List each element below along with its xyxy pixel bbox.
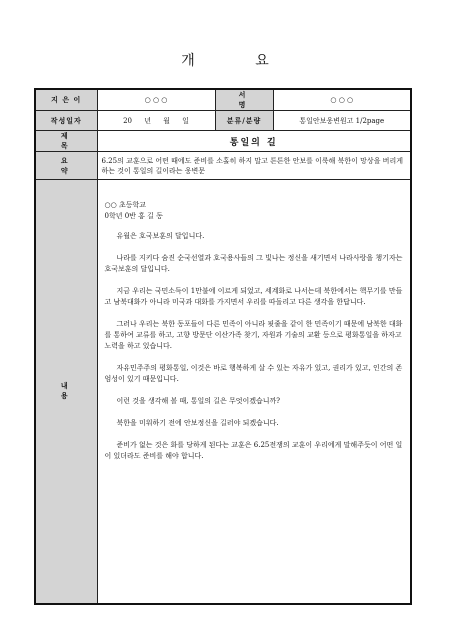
book-name-value: ○ ○ ○ — [273, 89, 411, 111]
paragraph: 지금 우리는 국민소득이 1만불에 이르게 되었고, 세계화로 나서는데 북한에서는 핵무기를 만들고 남북대화가 아니라 미국과 대화를 가지면서 우리를 따돌리고 다른 생각을 한답니다. — [104, 287, 403, 306]
paragraph: 유월은 호국보훈의 달입니다. — [116, 232, 205, 240]
subject-label: 제 목 — [35, 131, 97, 152]
paragraph: 그러나 우리는 북한 동포들이 다른 민족이 아니라 핏줄을 같이 한 민족이기 때문에 남북한 대화를 통하여 교류를 하고, 고향 방문단 이산가족 찾기, 자원과 기술의 교환 등으로 평화통일을 하자고 노력을 하고 있습니다. — [104, 320, 403, 350]
date-value: 20 년 월 일 — [97, 111, 215, 131]
row-date — [35, 111, 411, 131]
document-title: 개 요 — [181, 53, 297, 69]
category-value: 통일안보웅변원고 1/2page — [273, 111, 411, 131]
paragraph: 자유민주주의 평화통일, 이것은 바로 행복하게 살 수 있는 자유가 있고, 권리가 있고, 인간의 존엄성이 있기 때문입니다. — [104, 364, 403, 383]
category-label: 분류/분량 — [215, 111, 273, 131]
row-subject — [35, 131, 411, 152]
summary-label: 요 약 — [35, 152, 97, 180]
content-label: 내 용 — [35, 180, 97, 604]
date-label: 작성일자 — [35, 111, 97, 131]
overview-form-table — [34, 88, 412, 605]
paragraph: 나라를 지키다 숨진 순국선열과 호국용사들의 그 빛나는 정신을 새기면서 나라사랑을 챙기자는 호국보훈의 달입니다. — [104, 254, 403, 273]
summary-value: 6.25의 교훈으로 어떤 때에도 준비를 소홀히 하지 말고 튼튼한 안보를 이룩해 북한이 망상을 버리게 하는 것이 통일의 길이라는 웅변문 — [97, 152, 411, 180]
author-label: 지 은 이 — [35, 89, 97, 111]
student-line: 0학년 0반 홍 길 동 — [104, 212, 163, 220]
paragraph: 북한을 미워하기 전에 안보정신을 길러야 되겠습니다. — [116, 419, 279, 427]
school-line: ○○ 초등학교 — [104, 201, 146, 209]
book-name-label: 서 명 — [215, 89, 273, 111]
content-body — [97, 180, 411, 604]
row-summary — [35, 152, 411, 180]
paragraph: 이런 것을 생각해 볼 때, 통일의 길은 무엇이겠습니까? — [116, 397, 281, 405]
paragraph: 준비가 없는 것은 화를 당하게 된다는 교훈은 6.25전쟁의 교훈이 우리에게 말해주듯이 어떤 일이 있더라도 준비를 해야 합니다. — [104, 441, 403, 460]
row-content — [35, 180, 411, 604]
row-author — [35, 89, 411, 111]
author-value: ○ ○ ○ — [97, 89, 215, 111]
subject-value: 통일의 길 — [97, 131, 411, 152]
